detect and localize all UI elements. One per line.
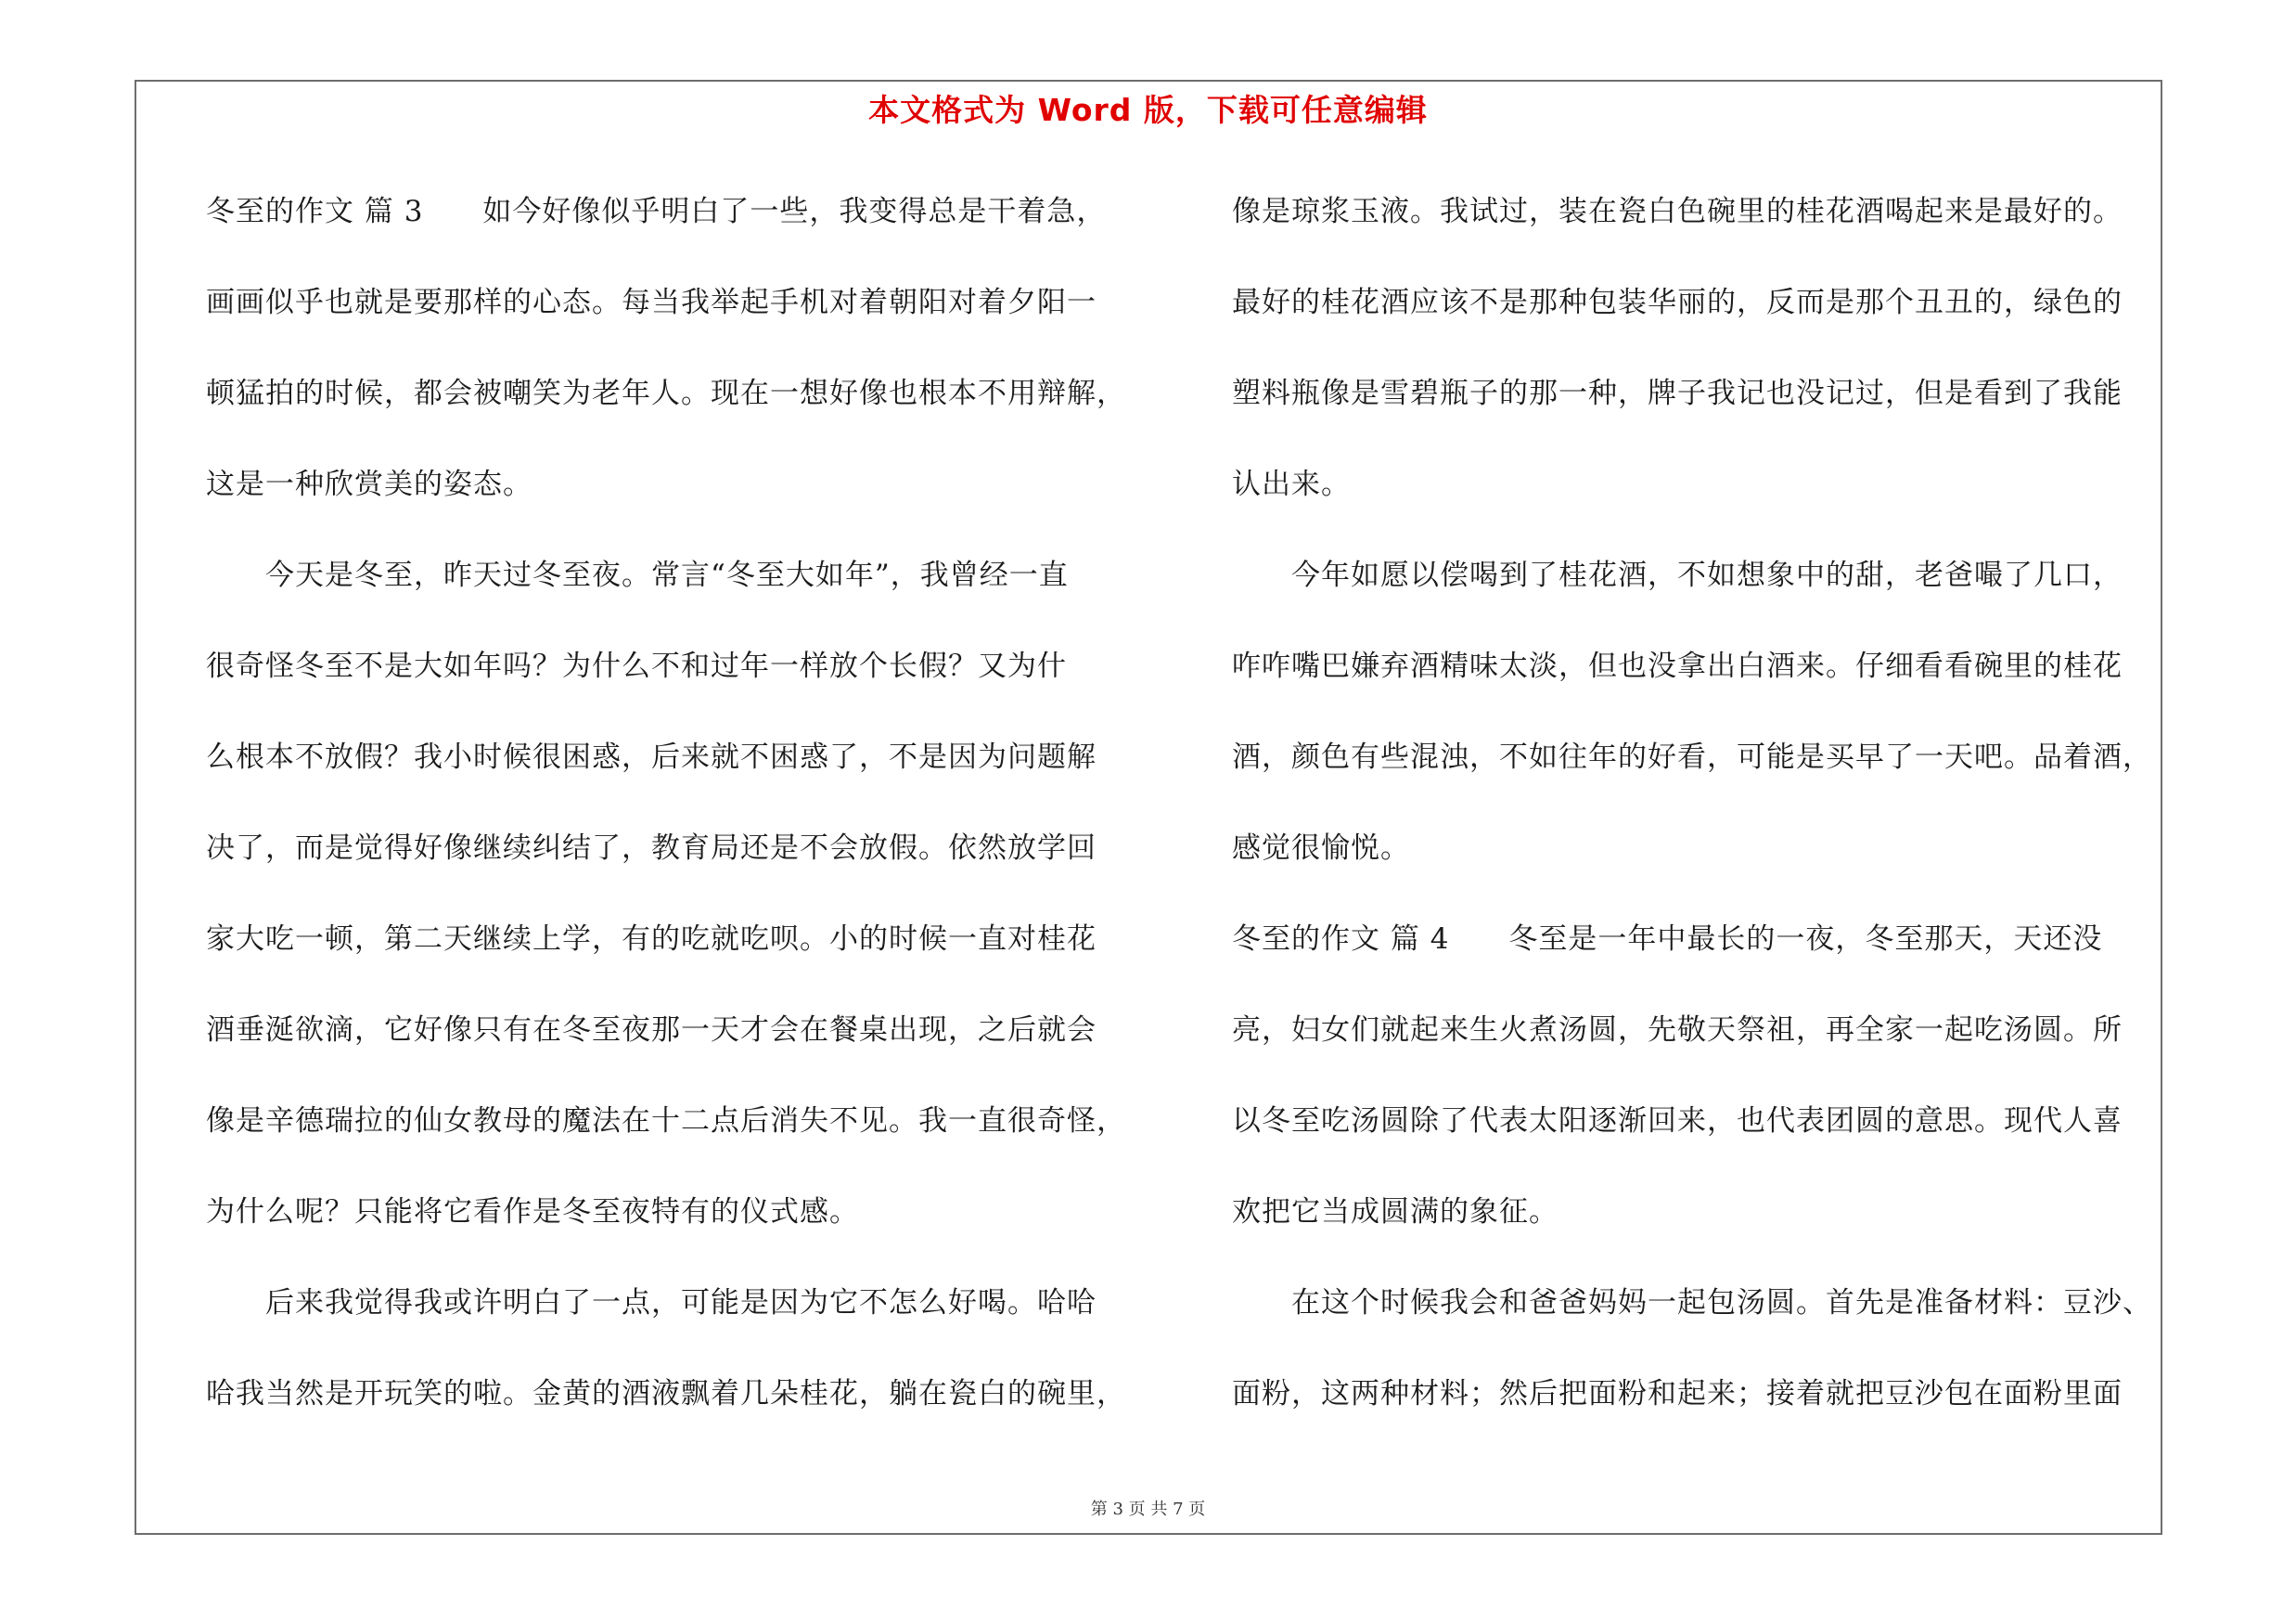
text-line: 冬至的作文 篇 3 如今好像似乎明白了一些，我变得总是干着急，: [206, 195, 1107, 228]
text-line: 今天是冬至，昨天过冬至夜。常言“冬至大如年”，我曾经一直: [206, 559, 1069, 592]
text-line: 亮，妇女们就起来生火煮汤圆，先敬天祭祖，再全家一起吃汤圆。所: [1232, 1013, 2123, 1047]
page-number: 第 3 页 共 7 页: [1090, 1500, 1206, 1519]
text-line: 像是琼浆玉液。我试过，装在瓷白色碗里的桂花酒喝起来是最好的。: [1232, 195, 2123, 228]
text-line: 以冬至吃汤圆除了代表太阳逐渐回来，也代表团圆的意思。现代人喜: [1232, 1104, 2123, 1138]
text-line: 后来我觉得我或许明白了一点，可能是因为它不怎么好喝。哈哈: [206, 1286, 1097, 1320]
text-line: 酒，颜色有些混浊，不如往年的好看，可能是买早了一天吧。品着酒，: [1232, 741, 2152, 774]
left-text-column: [206, 182, 1134, 1455]
text-line: 冬至的作文 篇 4 冬至是一年中最长的一夜，冬至那天，天还没: [1232, 922, 2103, 956]
text-line: 家大吃一顿，第二天继续上学，有的吃就吃呗。小的时候一直对桂花: [206, 922, 1097, 956]
text-line: 欢把它当成圆满的象征。: [1232, 1195, 1558, 1229]
text-line: 这是一种欣赏美的姿态。: [206, 468, 532, 501]
text-line: 画画似乎也就是要那样的心态。每当我举起手机对着朝阳对着夕阳一: [206, 286, 1097, 319]
text-line: 哈我当然是开玩笑的啦。金黄的酒液飘着几朵桂花，躺在瓷白的碗里，: [206, 1377, 1126, 1410]
text-line: 今年如愿以偿喝到了桂花酒，不如想象中的甜，老爸嘬了几口，: [1232, 559, 2123, 592]
text-line: 认出来。: [1232, 468, 1351, 501]
text-line: 酒垂涎欲滴，它好像只有在冬至夜那一天才会在餐桌出现，之后就会: [206, 1013, 1097, 1047]
text-line: 在这个时候我会和爸爸妈妈一起包汤圆。首先是准备材料：豆沙、: [1232, 1286, 2152, 1320]
text-line: 面粉，这两种材料；然后把面粉和起来；接着就把豆沙包在面粉里面: [1232, 1377, 2123, 1410]
text-line: 决了，而是觉得好像继续纠结了，教育局还是不会放假。依然放学回: [206, 831, 1097, 865]
text-line: 像是辛德瑞拉的仙女教母的魔法在十二点后消失不见。我一直很奇怪，: [206, 1104, 1126, 1138]
text-line: 咋咋嘴巴嫌弃酒精味太淡，但也没拿出白酒来。仔细看看碗里的桂花: [1232, 650, 2123, 683]
text-line: 么根本不放假？我小时候很困惑，后来就不困惑了，不是因为问题解: [206, 741, 1097, 774]
text-line: 为什么呢？只能将它看作是冬至夜特有的仪式感。: [206, 1195, 859, 1229]
text-line: 顿猛拍的时候，都会被嘲笑为老年人。现在一想好像也根本不用辩解，: [206, 377, 1126, 410]
text-line: 最好的桂花酒应该不是那种包装华丽的，反而是那个丑丑的，绿色的: [1232, 286, 2123, 319]
text-line: 感觉很愉悦。: [1232, 831, 1410, 865]
text-line: 很奇怪冬至不是大如年吗？为什么不和过年一样放个长假？又为什: [206, 650, 1067, 683]
text-line: 塑料瓶像是雪碧瓶子的那一种，牌子我记也没记过，但是看到了我能: [1232, 377, 2123, 410]
right-text-column: [1232, 182, 2160, 1455]
format-banner: 本文格式为 Word 版，下载可任意编辑: [868, 92, 1428, 128]
